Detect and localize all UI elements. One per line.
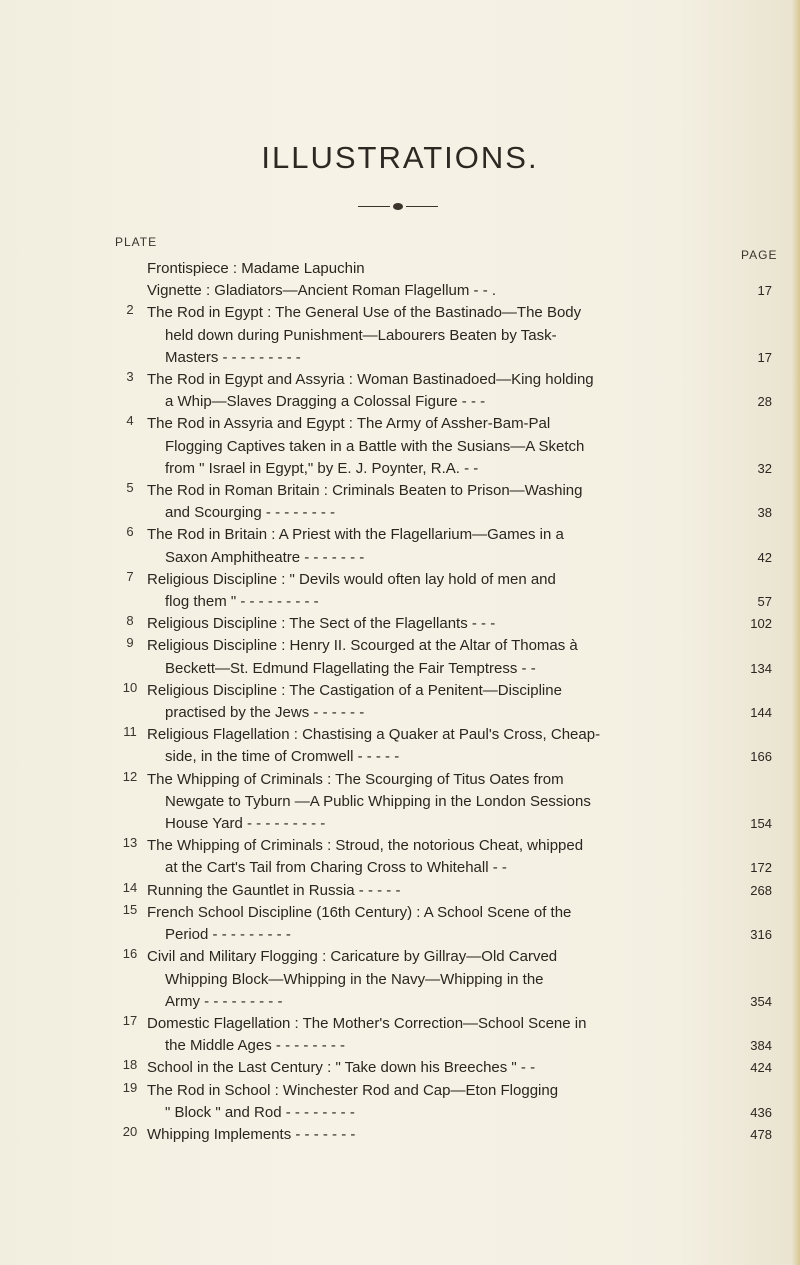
list-item (0, 524, 800, 568)
caption-line: Masters - - - - - - - - - (165, 348, 301, 366)
caption-line: from " Israel in Egypt," by E. J. Poynter, R.A. - - (165, 459, 479, 477)
caption-line: Domestic Flagellation : The Mother's Correction—School Scene in (147, 1014, 587, 1032)
list-item (0, 369, 800, 413)
illustration-caption (147, 680, 717, 724)
caption-line: Whipping Implements - - - - - - - (147, 1125, 356, 1143)
plate-number: 19 (122, 1079, 138, 1095)
caption-line: Newgate to Tyburn —A Public Whipping in the London Sessions (165, 792, 591, 810)
caption-line: Period - - - - - - - - - (165, 926, 291, 944)
list-item (0, 569, 800, 613)
page-number: 17 (757, 283, 772, 299)
illustration-caption (147, 1057, 717, 1079)
illustration-caption (147, 258, 717, 280)
caption-line: " Block " and Rod - - - - - - - - (165, 1103, 355, 1121)
title-ornament (358, 202, 438, 212)
caption-line: at the Cart's Tail from Charing Cross to Whitehall - - (165, 859, 507, 877)
page-number: 42 (757, 549, 772, 565)
caption-line: The Rod in Egypt : The General Use of the Bastinado—The Body (147, 304, 582, 322)
plate-number: 16 (122, 946, 138, 962)
list-item (0, 1124, 800, 1146)
page-number: 17 (757, 349, 772, 365)
caption-line: practised by the Jews - - - - - - (165, 704, 365, 722)
caption-line: flog them " - - - - - - - - - (165, 593, 319, 611)
illustrations-list (0, 258, 800, 1146)
caption-line: The Rod in Assyria and Egypt : The Army of Assher-Bam-Pal (147, 415, 551, 433)
illustration-caption (147, 480, 717, 524)
caption-line: and Scourging - - - - - - - - (165, 504, 336, 522)
caption-line: Beckett—St. Edmund Flagellating the Fair Temptress - - (165, 659, 536, 677)
illustration-caption (147, 302, 717, 369)
page-number: 144 (750, 705, 772, 721)
caption-line: Religious Flagellation : Chastising a Quaker at Paul's Cross, Cheap- (147, 726, 601, 744)
plate-number: 5 (126, 480, 134, 496)
page-number: 268 (750, 882, 772, 898)
page-number: 102 (750, 616, 772, 632)
plate-number: 12 (122, 768, 138, 784)
illustration-caption (147, 635, 717, 679)
list-item (0, 613, 800, 635)
caption-line: a Whip—Slaves Dragging a Colossal Figure - - - (165, 393, 486, 411)
page-column-header: PAGE (741, 248, 778, 262)
illustration-caption (147, 835, 717, 879)
plate-number: 7 (126, 568, 134, 584)
illustration-caption (147, 524, 717, 568)
caption-line: The Rod in School : Winchester Rod and Cap—Eton Flogging (147, 1081, 559, 1099)
caption-line: The Whipping of Criminals : The Scourging of Titus Oates from (147, 770, 564, 788)
illustration-caption (147, 769, 717, 836)
page-number: 478 (750, 1126, 772, 1142)
list-item (0, 880, 800, 902)
page-number: 28 (757, 394, 772, 410)
page-number: 436 (750, 1104, 772, 1120)
illustration-caption (147, 413, 717, 480)
list-item (0, 413, 800, 480)
caption-line: The Whipping of Criminals : Stroud, the notorious Cheat, whipped (147, 837, 584, 855)
list-item (0, 902, 800, 946)
caption-line: School in the Last Century : " Take down his Breeches " - - (147, 1059, 536, 1077)
plate-number: 14 (122, 879, 138, 895)
plate-number: 20 (122, 1123, 138, 1139)
caption-line: French School Discipline (16th Century) : A School Scene of the (147, 903, 572, 921)
page-number: 384 (750, 1038, 772, 1054)
plate-number: 17 (122, 1012, 138, 1028)
illustration-caption (147, 902, 717, 946)
page-title: ILLUSTRATIONS. (261, 140, 539, 175)
caption-line: Religious Discipline : Henry II. Scourged at the Altar of Thomas à (147, 637, 578, 655)
caption-line: Civil and Military Flogging : Caricature by Gillray—Old Carved (147, 948, 558, 966)
list-item (0, 635, 800, 679)
plate-number: 9 (126, 635, 134, 651)
page-number: 57 (757, 594, 772, 610)
caption-line: side, in the time of Cromwell - - - - - (165, 748, 400, 766)
list-item (0, 1013, 800, 1057)
illustration-caption (147, 1013, 717, 1057)
page-number: 316 (750, 927, 772, 943)
list-item (0, 258, 800, 280)
caption-line: the Middle Ages - - - - - - - - (165, 1037, 346, 1055)
illustration-caption (147, 1080, 717, 1124)
list-item (0, 1057, 800, 1079)
illustration-caption (147, 946, 717, 1013)
caption-line: Religious Discipline : The Castigation of a Penitent—Discipline (147, 681, 562, 699)
caption-line: The Rod in Roman Britain : Criminals Beaten to Prison—Washing (147, 482, 583, 500)
list-item (0, 724, 800, 768)
caption-line: Vignette : Gladiators—Ancient Roman Flagellum - - . (147, 282, 497, 300)
illustration-caption (147, 569, 717, 613)
plate-number: 3 (126, 369, 134, 385)
plate-number: 15 (122, 901, 138, 917)
caption-line: Saxon Amphitheatre - - - - - - - (165, 548, 365, 566)
page-number: 32 (757, 460, 772, 476)
plate-number: 18 (122, 1057, 138, 1073)
plate-number: 11 (123, 724, 137, 740)
list-item (0, 680, 800, 724)
illustration-caption (147, 880, 717, 902)
illustration-caption (147, 724, 717, 768)
plate-number: 8 (126, 613, 134, 629)
caption-line: House Yard - - - - - - - - - (165, 815, 326, 833)
plate-number: 6 (126, 524, 134, 540)
list-item (0, 769, 800, 836)
page-number: 424 (750, 1060, 772, 1076)
illustration-caption (147, 280, 717, 302)
page-number: 134 (750, 660, 772, 676)
caption-line: The Rod in Egypt and Assyria : Woman Bastinadoed—King holding (147, 371, 594, 389)
caption-line: Frontispiece : Madame Lapuchin (147, 260, 365, 277)
list-item (0, 835, 800, 879)
page-number: 166 (750, 749, 772, 765)
caption-line: held down during Punishment—Labourers Beaten by Task- (165, 326, 557, 344)
plate-number: 4 (126, 413, 134, 429)
illustration-caption (147, 1124, 717, 1146)
caption-line: Flogging Captives taken in a Battle with the Susians—A Sketch (165, 437, 585, 455)
caption-line: Religious Discipline : The Sect of the Flagellants - - - (147, 615, 496, 633)
caption-line: The Rod in Britain : A Priest with the Flagellarium—Games in a (147, 526, 564, 544)
caption-line: Religious Discipline : " Devils would often lay hold of men and (147, 570, 556, 588)
illustration-caption (147, 369, 717, 413)
page-number: 172 (750, 860, 772, 876)
caption-line: Running the Gauntlet in Russia - - - - - (147, 881, 401, 899)
list-item (0, 1080, 800, 1124)
list-item (0, 480, 800, 524)
list-item (0, 302, 800, 369)
caption-line: Whipping Block—Whipping in the Navy—Whipping in the (165, 970, 544, 988)
page-number: 154 (750, 816, 772, 832)
page-number: 354 (750, 993, 772, 1009)
list-item (0, 280, 800, 302)
caption-line: Army - - - - - - - - - (165, 992, 283, 1010)
list-item (0, 946, 800, 1013)
plate-number: 10 (122, 679, 138, 695)
plate-column-header: PLATE (115, 235, 158, 249)
plate-number: 13 (122, 835, 138, 851)
illustration-caption (147, 613, 717, 635)
plate-number: 2 (126, 302, 134, 318)
page-number: 38 (757, 505, 772, 521)
